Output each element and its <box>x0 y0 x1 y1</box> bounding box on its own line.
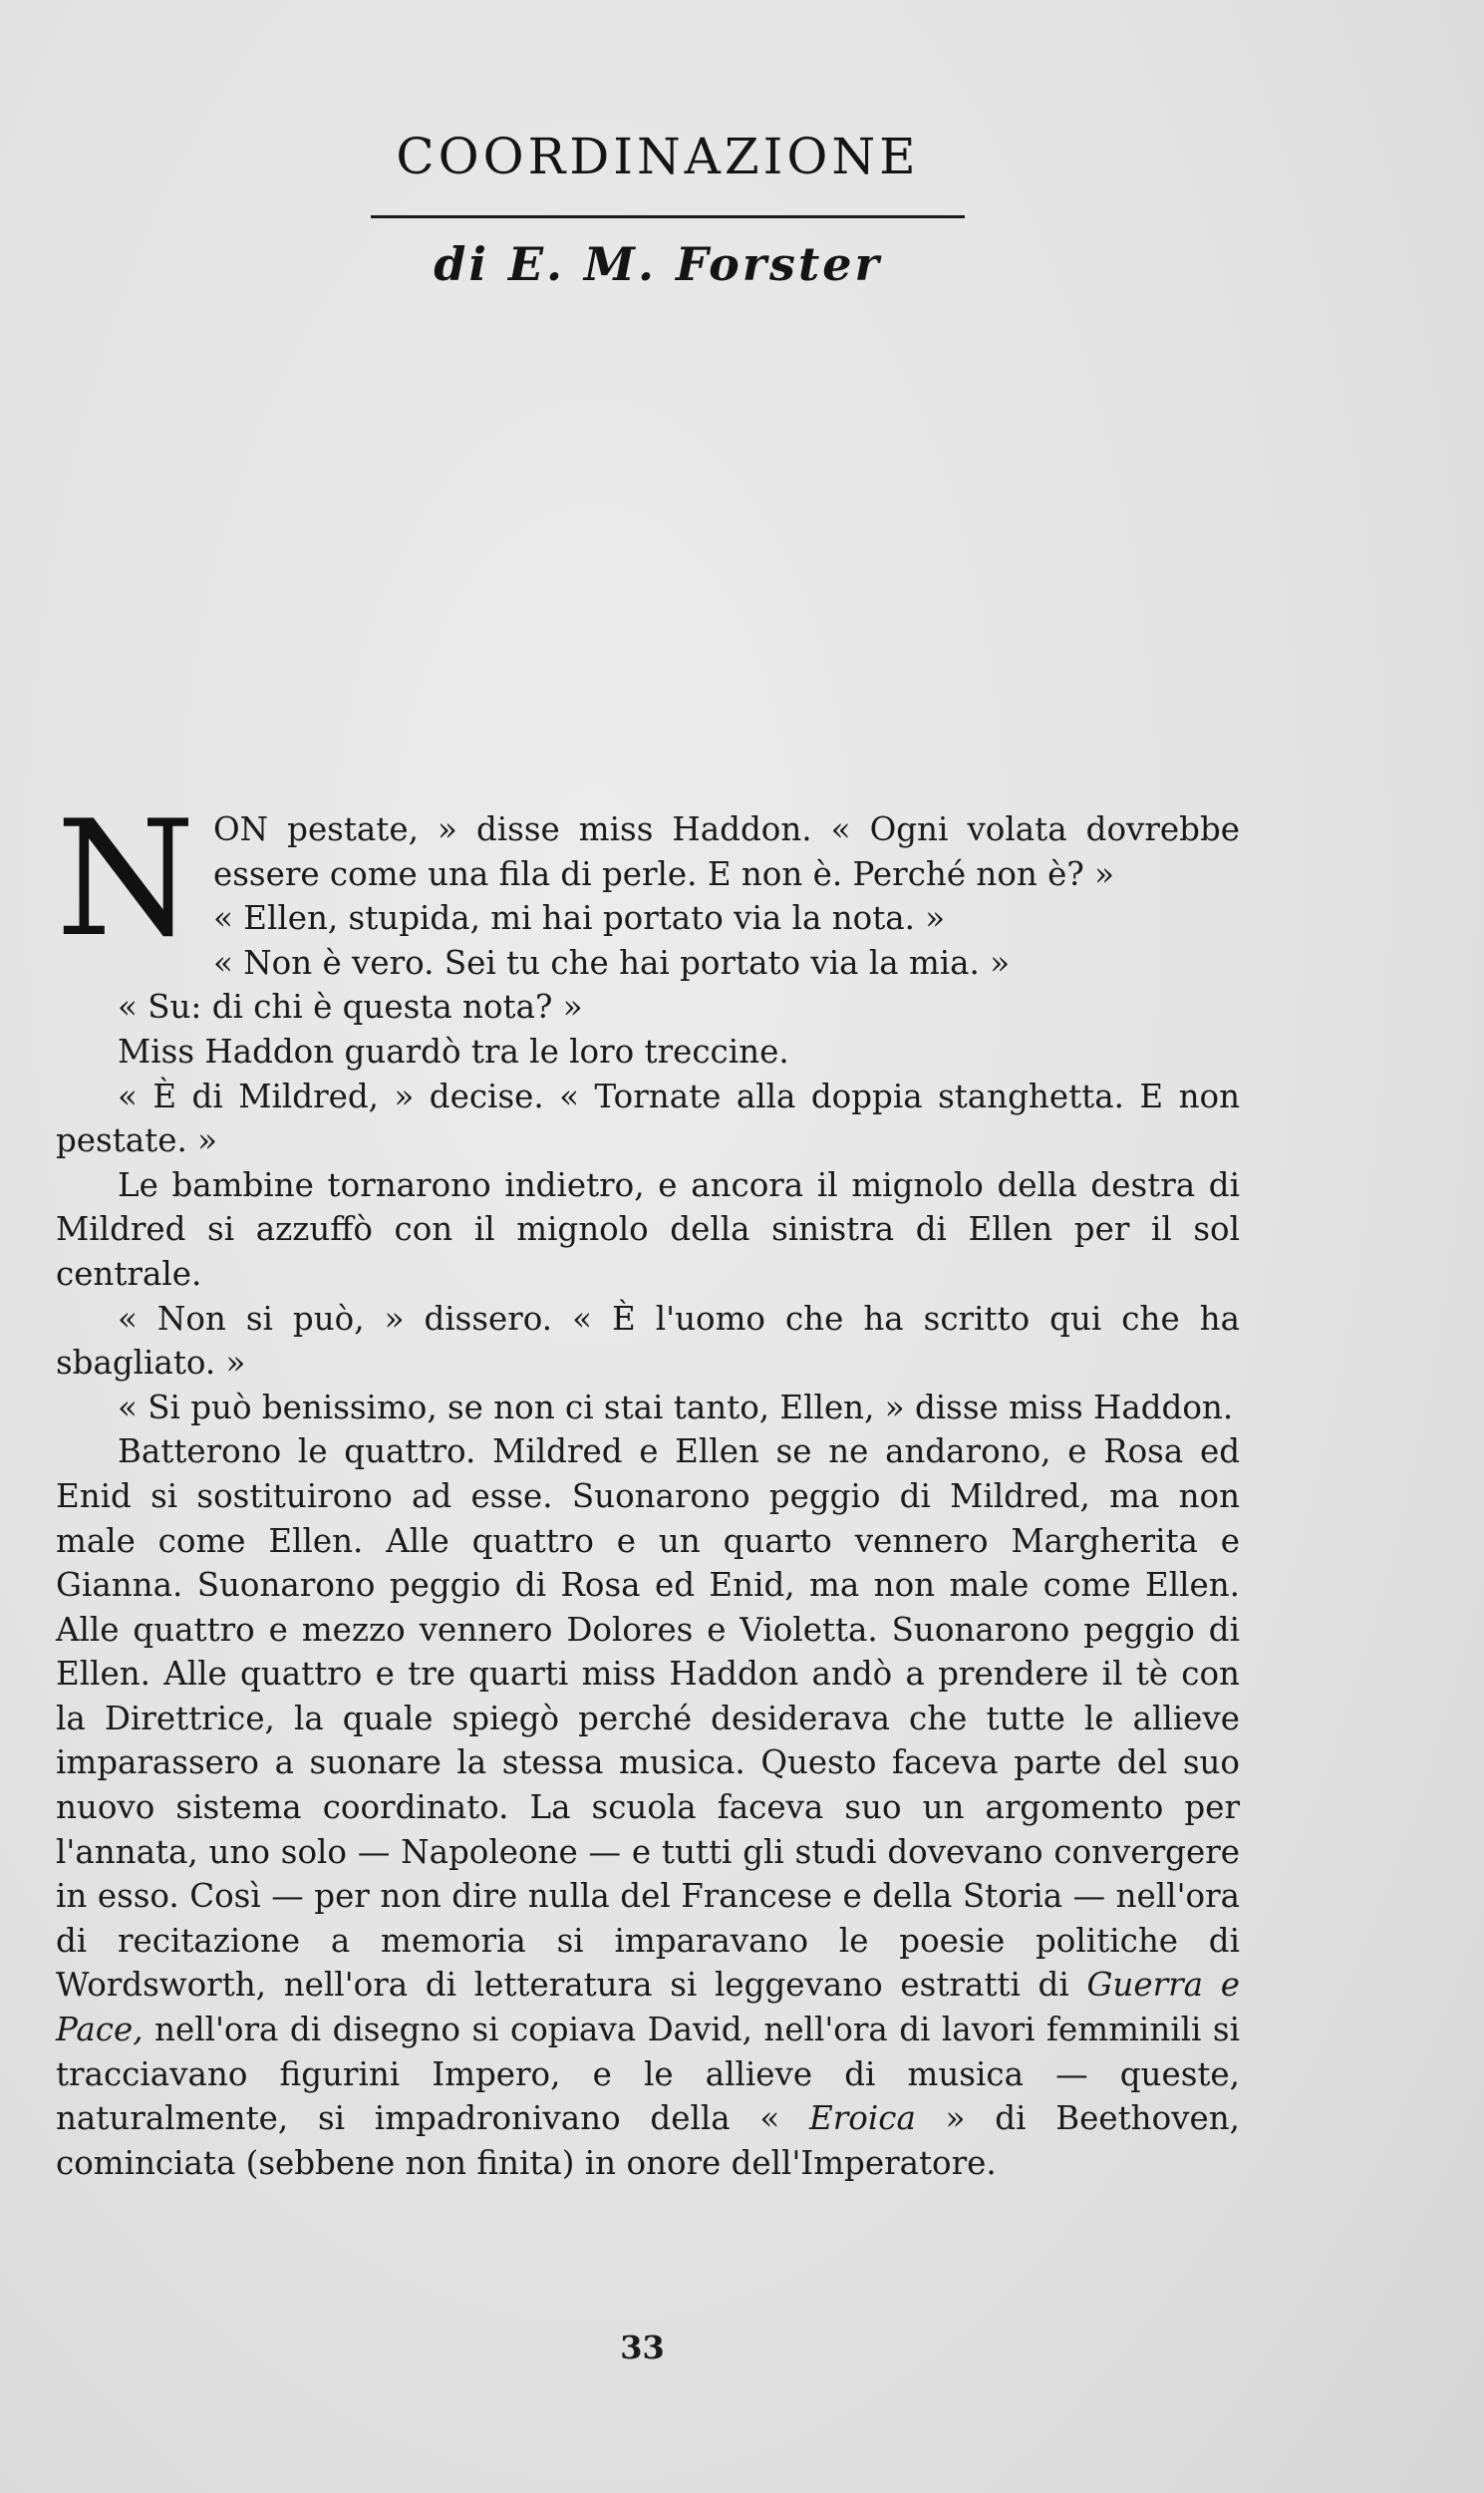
drop-cap: N <box>56 785 195 972</box>
title-divider <box>371 215 965 218</box>
paragraph-1-text: ON pestate, » disse miss Haddon. « Ogni volata dovrebbe essere come una fila di perle. E non è. Perché non è? » <box>213 810 1240 893</box>
paragraph-5: Miss Haddon guardò tra le loro treccine. <box>118 1032 789 1071</box>
paragraph-3-text: « Non è vero. Sei tu che hai portato via la mia. » <box>213 943 1011 982</box>
story-title: COORDINAZIONE <box>396 128 920 185</box>
author-byline: di E. M. Forster <box>434 237 882 291</box>
paragraph-4: « Su: di chi è questa nota? » <box>118 988 583 1027</box>
story-body <box>56 785 1240 2185</box>
paragraph-1 <box>56 785 1240 985</box>
title-eroica: Eroica <box>809 2099 916 2138</box>
paragraph-2-text: « Ellen, stupida, mi hai portato via la nota. » <box>213 899 946 938</box>
paragraph-8: « Non si può, » dissero. « È l'uomo che ha scritto qui che ha sbagliato. » <box>56 1299 1240 1383</box>
paragraph-10-text-c: » di Beethoven, cominciata (sebbene non finita) in onore dell'Imperatore. <box>56 2099 1240 2182</box>
paragraph-10 <box>56 1429 1240 2185</box>
paragraph-9: « Si può benissimo, se non ci stai tanto, Ellen, » disse miss Haddon. <box>118 1388 1234 1426</box>
page-number: 33 <box>620 2329 665 2366</box>
paragraph-10-text-a: Batterono le quattro. Mildred e Ellen se ne andarono, e Rosa ed Enid si sostituirono ad esse. Suonarono peggio di Mildred, ma non male come Ellen. Alle quattro e un quarto vennero Margherita e Gianna. Suonarono peggio di Rosa ed Enid, ma non male come Ellen. Alle quattro e mezzo vennero Dolores e Violetta. Suonarono peggio di Ellen. Alle quattro e tre quarti miss Haddon andò a prendere il tè con la Direttrice, la quale spiegò perché desiderava che tutte le allieve imparassero a suonare la stessa musica. Questo faceva parte del suo nuovo sistema coordinato. La scuola faceva suo un argomento per l'annata, uno solo — Napoleone — e tutti gli studi dovevano convergere in esso. Così — per non dire nulla del Francese e della Storia — nell'ora di recitazione a memoria si imparavano le poesie politiche di Wordsworth, nell'ora di letteratura si leggevano estratti di <box>56 1432 1240 2005</box>
paragraph-6: « È di Mildred, » decise. « Tornate alla doppia stanghetta. E non pestate. » <box>56 1077 1240 1160</box>
paragraph-7: Le bambine tornarono indietro, e ancora il mignolo della destra di Mildred si azzuffò con il mignolo della sinistra di Ellen per il sol centrale. <box>56 1165 1240 1293</box>
paragraph-10-text-b: nell'ora di disegno si copiava David, nell'ora di lavori femminili si tracciavano figurini Impero, e le allieve di musica — queste, naturalmente, si impadronivano della « <box>56 2011 1240 2138</box>
title-guerra-e-pace: Guerra e Pace, <box>56 1966 1240 2049</box>
